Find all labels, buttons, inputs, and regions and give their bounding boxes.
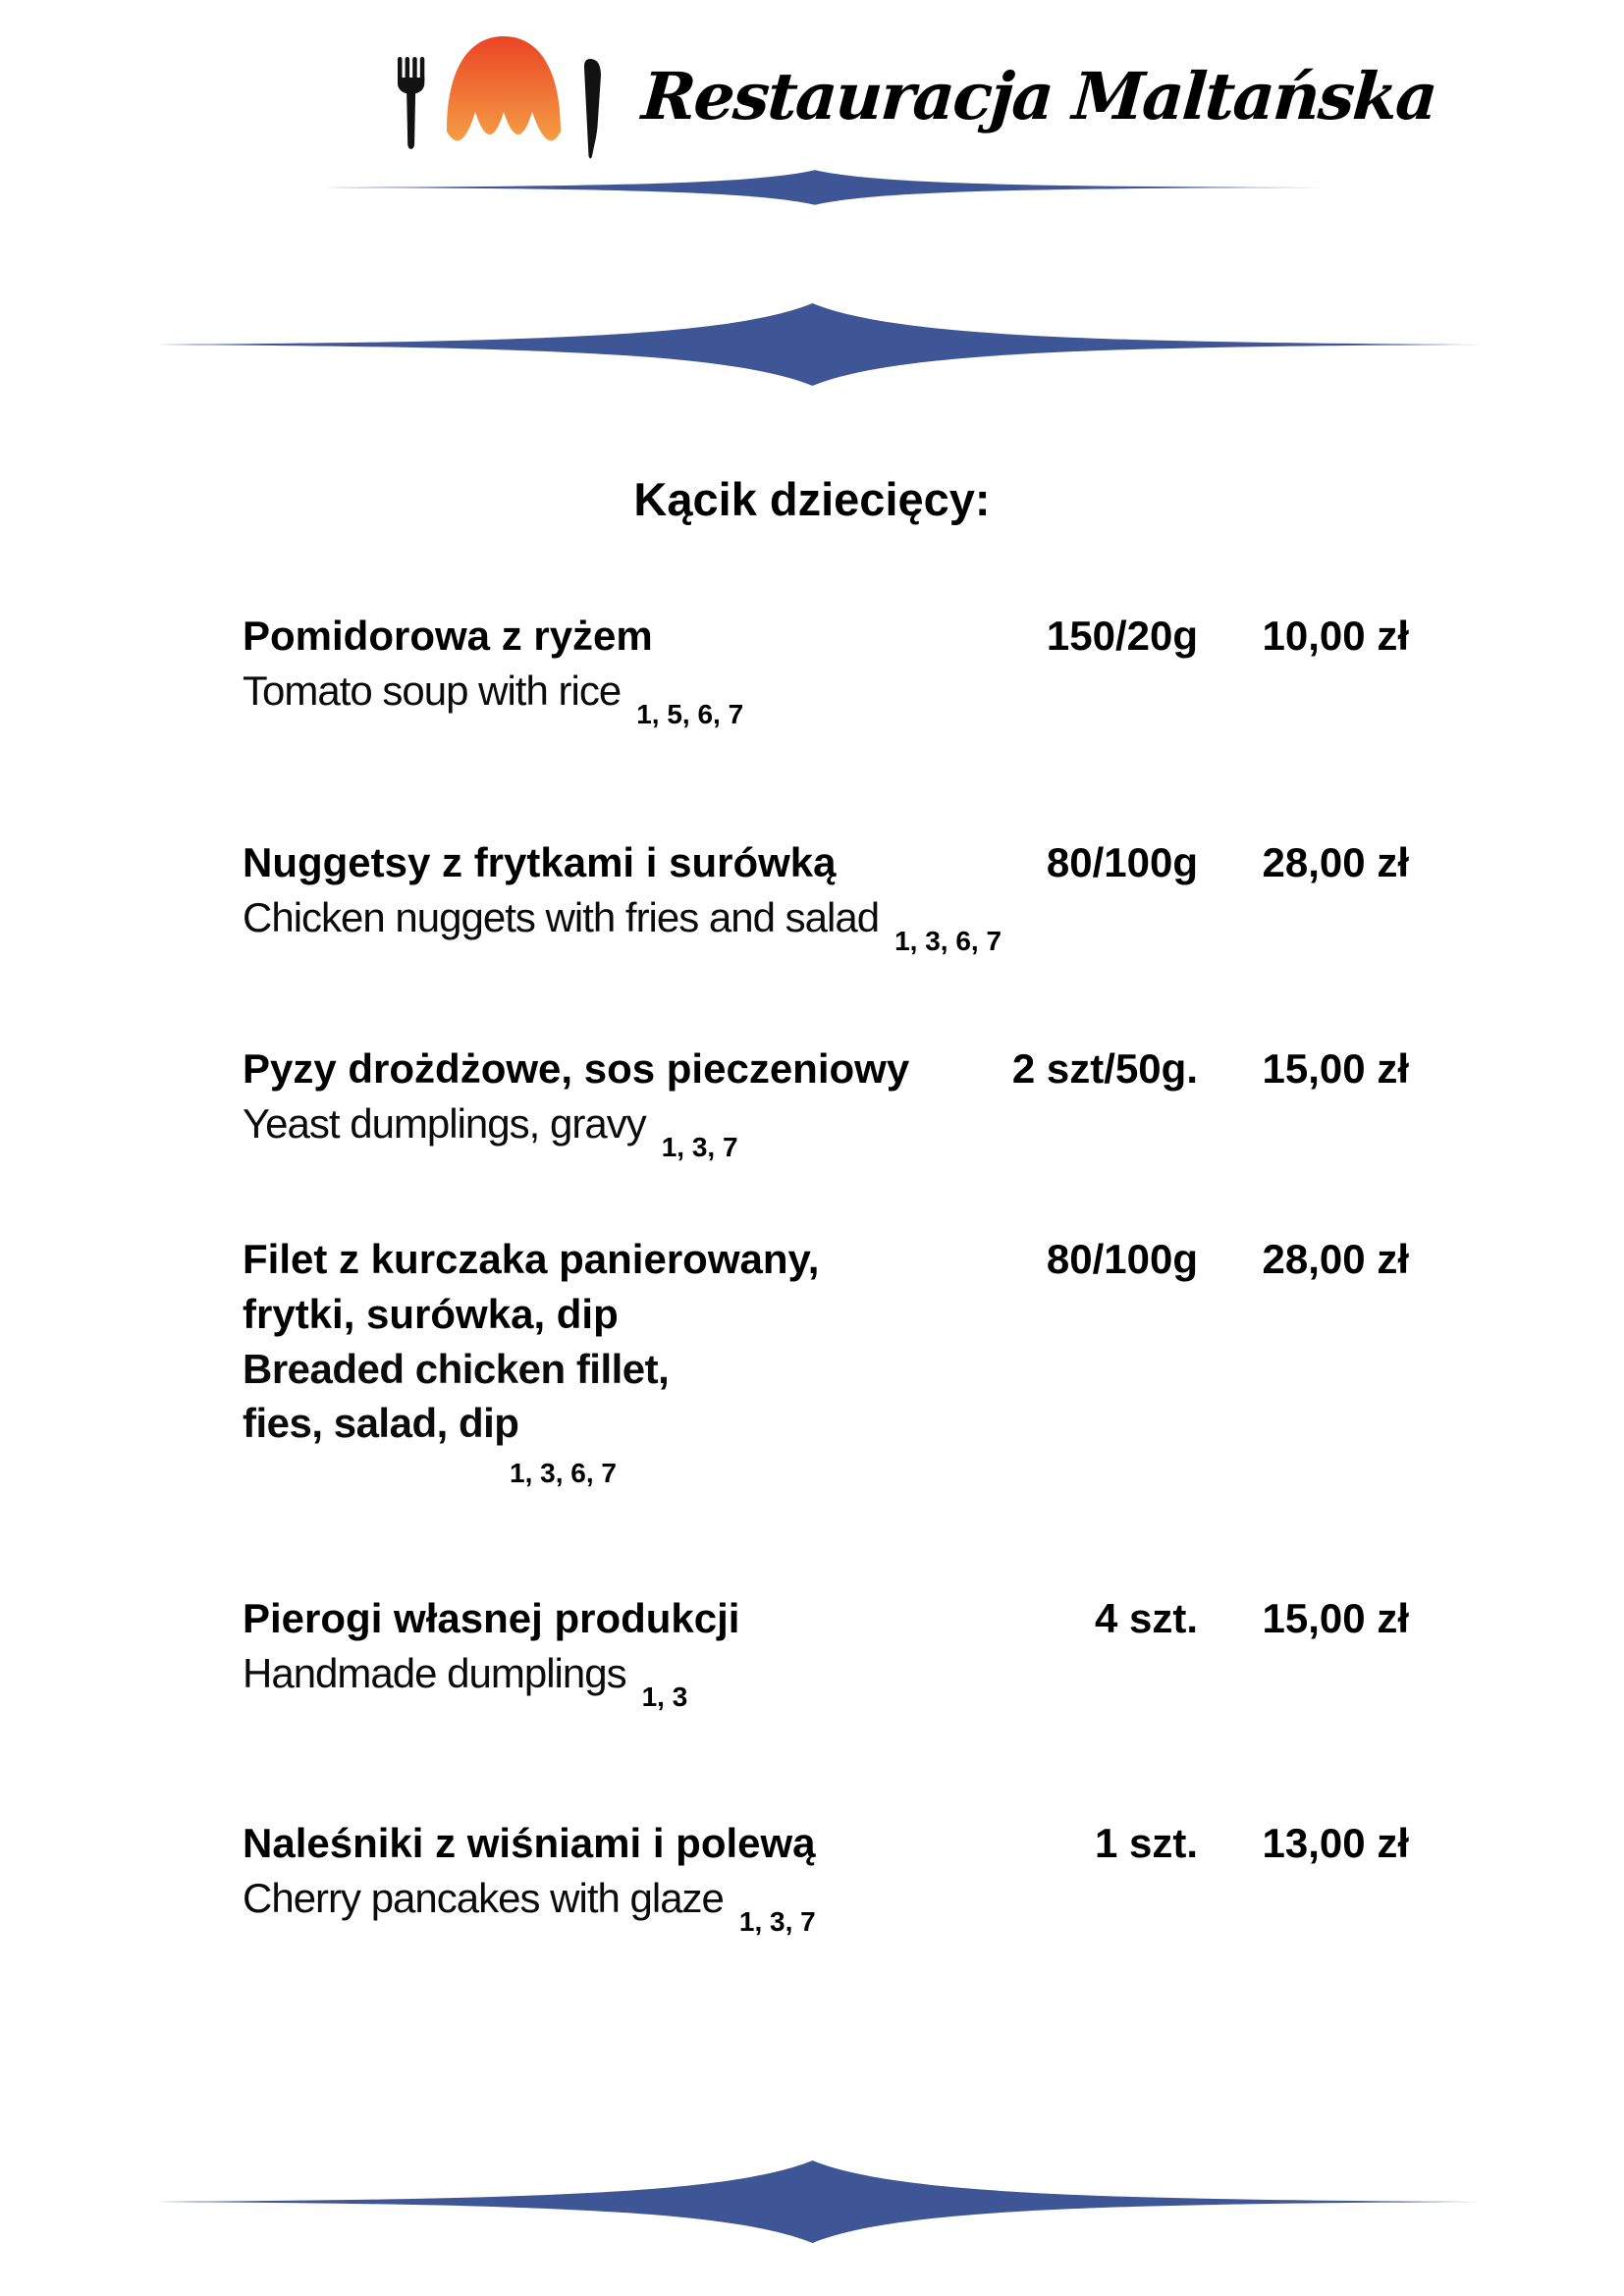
dish-name: [243, 1041, 1012, 1096]
menu-item: [243, 1816, 1409, 1937]
dish-translation: [243, 664, 1409, 729]
divider-ornament-bottom: [142, 2158, 1483, 2246]
dish-name: [243, 1591, 1095, 1646]
divider-ornament-top: [306, 169, 1324, 206]
dish-translation-line: Chicken nuggets with fries and salad: [243, 894, 880, 940]
allergen-numbers: 1, 3, 7: [661, 1132, 738, 1162]
dish-price: 15,00 zł: [1262, 1595, 1409, 1641]
dish-translation: [243, 890, 1409, 956]
dish-translation: [243, 1096, 1409, 1162]
dish-translation-line: Breaded chicken fillet,: [243, 1346, 670, 1392]
menu-item-row: [243, 835, 1409, 890]
menu-item-row: [243, 1816, 1409, 1871]
fork-icon: [398, 57, 424, 149]
dish-translation-line: fies, salad, dip: [243, 1400, 519, 1446]
dish-name: [243, 609, 1047, 664]
menu-item-row: [243, 1591, 1409, 1646]
menu-item-row: [243, 609, 1409, 664]
divider-ornament-middle: [142, 300, 1483, 389]
dish-name-line: Filet z kurczaka panierowany,: [243, 1236, 820, 1282]
dish-portion: 4 szt.: [1094, 1595, 1198, 1641]
dome-shape: [447, 36, 561, 140]
dish-portion: 2 szt/50g.: [1011, 1045, 1198, 1092]
dish-portion: 80/100g: [1046, 1236, 1198, 1282]
menu-item-row: [243, 1232, 1409, 1342]
dish-portion: 1 szt.: [1094, 1820, 1198, 1866]
dish-portion: 80/100g: [1046, 839, 1198, 885]
dish-portion: 150/20g: [1046, 613, 1198, 659]
dish-name-line: Pyzy drożdżowe, sos pieczeniowy: [243, 1045, 910, 1092]
allergen-numbers: 1, 3, 7: [738, 1906, 816, 1937]
dish-translation: [243, 1342, 1409, 1450]
dish-name: [243, 835, 1047, 890]
dish-name-line: Nuggetsy z frytkami i surówką: [243, 839, 837, 885]
allergen-numbers: 1, 5, 6, 7: [636, 699, 744, 729]
dish-translation-line: Cherry pancakes with glaze: [243, 1875, 724, 1921]
allergen-numbers: 1, 3, 6, 7: [894, 926, 1002, 956]
logo-wordmark: Restauracja Maltańska: [639, 58, 1439, 134]
section-title: Kącik dziecięcy:: [633, 473, 991, 526]
menu-item-row: [243, 1041, 1409, 1096]
dish-price: 13,00 zł: [1262, 1820, 1409, 1866]
dish-translation-line: Yeast dumplings, gravy: [243, 1100, 646, 1147]
menu-item: [243, 609, 1409, 729]
logo: [391, 27, 1439, 165]
menu-item: [243, 835, 1409, 956]
dish-price: 28,00 zł: [1262, 839, 1409, 885]
dish-name-line: frytki, surówka, dip: [243, 1291, 619, 1337]
allergen-numbers: 1, 3, 6, 7: [510, 1458, 617, 1488]
dish-price: 15,00 zł: [1262, 1045, 1409, 1092]
menu-item: [243, 1232, 1409, 1489]
dish-translation: [243, 1871, 1409, 1937]
dish-name: [243, 1232, 1047, 1342]
dish-translation: [243, 1646, 1409, 1712]
dish-translation-line: Tomato soup with rice: [243, 667, 622, 714]
allergen-numbers: 1, 3: [641, 1682, 688, 1712]
knife-icon: [584, 59, 601, 159]
dish-name-line: Pomidorowa z ryżem: [243, 613, 653, 659]
dish-name: [243, 1816, 1095, 1871]
dish-price: 28,00 zł: [1262, 1236, 1409, 1282]
dish-translation-line: Handmade dumplings: [243, 1650, 626, 1696]
menu-item: [243, 1041, 1409, 1162]
dish-name-line: Pierogi własnej produkcji: [243, 1595, 740, 1641]
menu-item: [243, 1591, 1409, 1712]
dish-price: 10,00 zł: [1262, 613, 1409, 659]
fork-dome-knife-icon: [391, 31, 617, 161]
dish-name-line: Naleśniki z wiśniami i polewą: [243, 1820, 816, 1866]
